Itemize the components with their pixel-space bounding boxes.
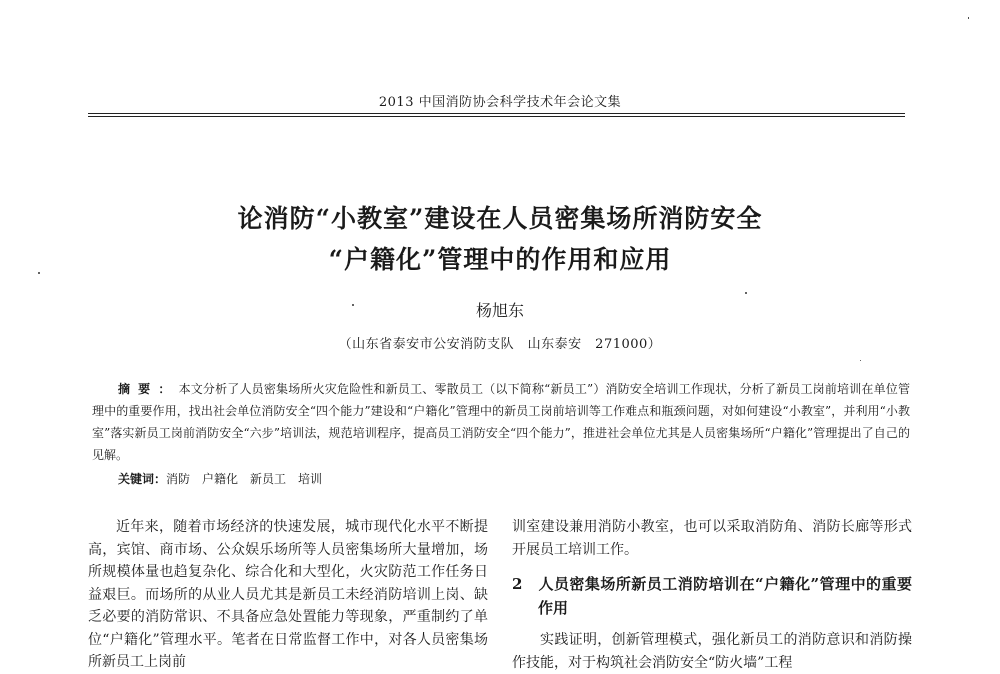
abstract — [92, 378, 910, 466]
header-rule-thin — [88, 116, 905, 117]
scan-speck — [38, 272, 40, 274]
paper-title-line2: “户籍化”管理中的作用和应用 — [328, 245, 672, 274]
header-rule — [88, 113, 905, 114]
keywords-label: 关键词： — [118, 472, 167, 486]
section-heading — [512, 572, 912, 620]
abstract-text: 本文分析了人员密集场所火灾危险性和新员工、零散员工（以下简称“新员工”）消防安全培训工作现状，分析了新员工岗前培训在单位管理中的重要作用，找出社会单位消防安全“四个能力”建设和“户籍化”管理中的新员工岗前培训等工作难点和瓶颈问题，对如何建设“小教室”，并利用“小教室”落实新员工岗前消防安全“六步”培训法，规范培训程序，提高员工消防安全“四个能力”，推进社会单位尤其是人员密集场所“户籍化”管理提出了自己的见解。 — [92, 382, 910, 462]
keywords — [92, 470, 910, 487]
keywords-text: 消防 户籍化 新员工 培训 — [166, 472, 323, 486]
running-header: 2013 中国消防协会科学技术年会论文集 — [378, 95, 622, 110]
paper-title-line1: 论消防“小教室”建设在人员密集场所消防安全 — [237, 204, 763, 233]
scan-speck — [352, 304, 354, 306]
scan-speck — [860, 360, 861, 361]
section-title: 人员密集场所新员工消防培训在“户籍化”管理中的重要作用 — [538, 575, 912, 617]
abstract-label: 摘要： — [118, 382, 179, 396]
body-column-right — [512, 516, 912, 674]
author-name: 杨旭东 — [475, 301, 524, 320]
body-column-left — [88, 516, 488, 674]
author-affiliation: （山东省泰安市公安消防支队 山东泰安 271000） — [338, 337, 662, 352]
scan-speck — [968, 17, 969, 19]
continued-paragraph: 训室建设兼用消防小教室，也可以采取消防角、消防长廊等形式开展员工培训工作。 — [512, 519, 912, 558]
section-number: 2 — [512, 575, 523, 593]
section-paragraph: 实践证明，创新管理模式，强化新员工的消防意识和消防操作技能，对于构筑社会消防安全“防火墙”工程 — [512, 632, 912, 671]
scan-speck — [745, 292, 747, 294]
intro-paragraph: 近年来，随着市场经济的快速发展，城市现代化水平不断提高，宾馆、商市场、公众娱乐场所等人员密集场所大量增加，场所规模体量也趋复杂化、综合化和大型化，火灾防范工作任务日益艰巨。而场所的从业人员尤其是新员工未经消防培训上岗、缺乏必要的消防常识、不具备应急处置能力等现象，严重制约了单位“户籍化”管理水平。笔者在日常监督工作中，对各人员密集场所新员工上岗前 — [88, 519, 488, 670]
